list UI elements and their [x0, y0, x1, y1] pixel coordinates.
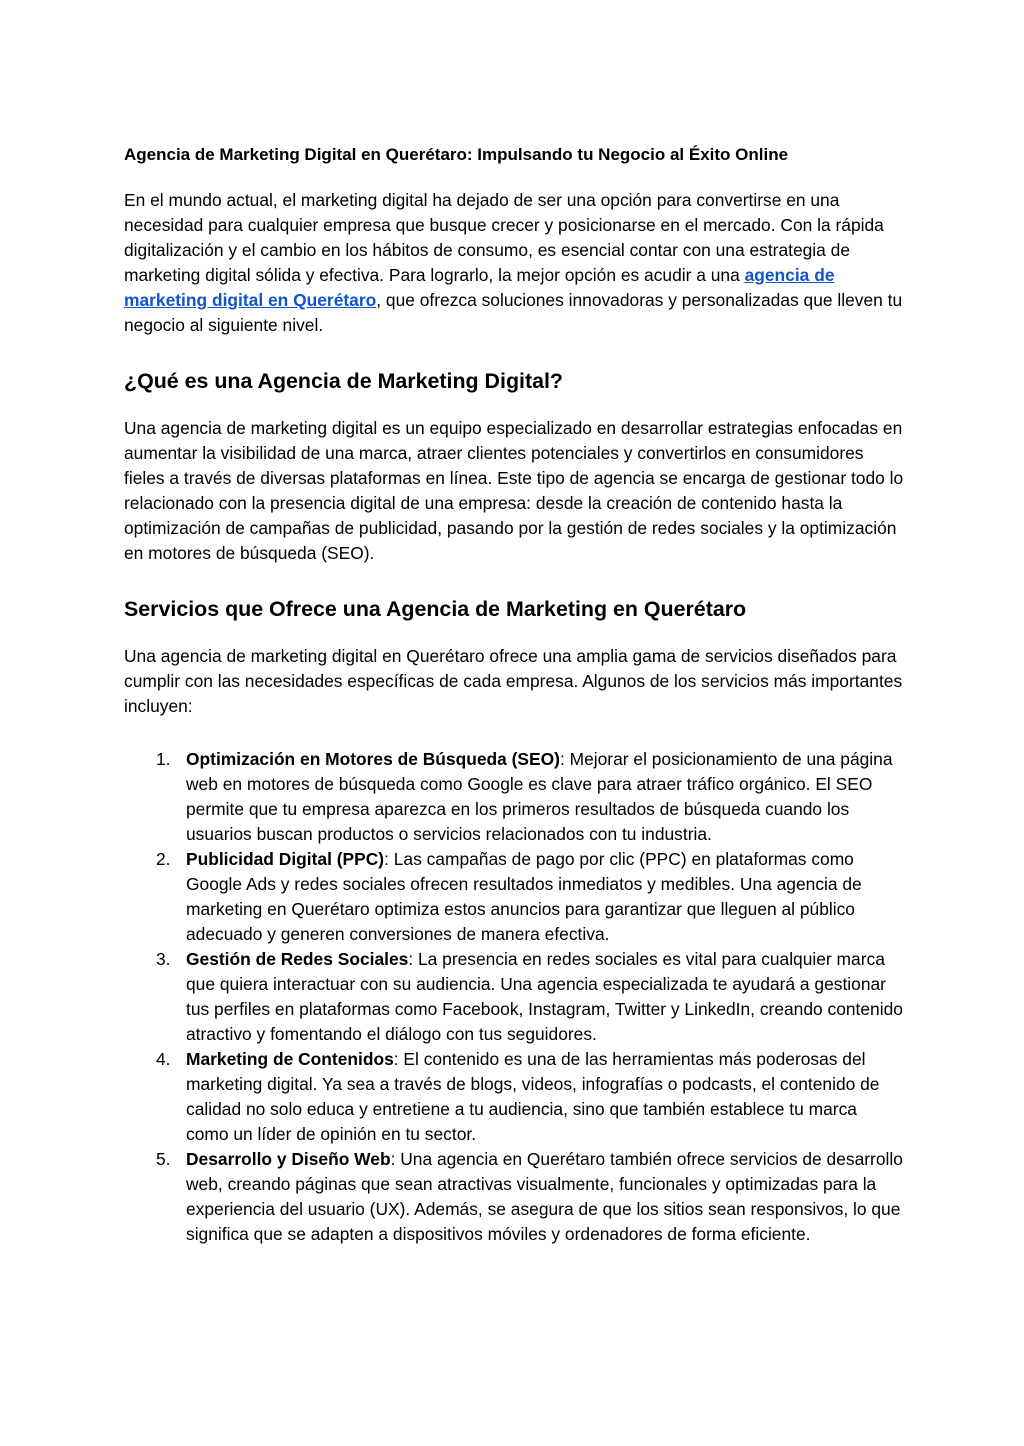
list-item: [124, 1047, 904, 1147]
section-heading-services: Servicios que Ofrece una Agencia de Marketing en Querétaro: [124, 597, 747, 621]
what-is-paragraph: Una agencia de marketing digital es un equipo especializado en desarrollar estrategias enfocadas en aumentar la visibilidad de una marca, atraer clientes potenciales y convertirlos en consumidores fieles a través de diversas plataformas en línea. Este tipo de agencia se encarga de gestionar todo lo relacionado con la presencia digital de una empresa: desde la creación de contenido hasta la optimización de campañas de publicidad, pasando por la gestión de redes sociales y la optimización en motores de búsqueda (SEO).: [124, 418, 904, 563]
list-item: [124, 947, 904, 1047]
document-page: [124, 140, 904, 1247]
intro-text-after-link: , que ofrezca soluciones innovadoras y personalizadas que lleven tu negocio al siguiente nivel.: [124, 290, 903, 335]
list-item-term: Gestión de Redes Sociales: [186, 949, 409, 969]
list-item-text: : El contenido es una de las herramientas más poderosas del marketing digital. Ya sea a través de blogs, videos, infografías o podcasts, el contenido de calidad no solo educa y entretiene a tu audiencia, sino que también establece tu marca como un líder de opinión en tu sector.: [186, 1049, 880, 1144]
list-item: [124, 1147, 904, 1247]
list-item-text: : Las campañas de pago por clic (PPC) en plataformas como Google Ads y redes sociales ofrecen resultados inmediatos y medibles. Una agencia de marketing en Querétaro optimiza estos anuncios para garantizar que lleguen al público adecuado y generen conversiones de manera efectiva.: [186, 849, 862, 944]
list-item-term: Publicidad Digital (PPC): [186, 849, 385, 869]
agency-link[interactable]: agencia de marketing digital en Querétaro: [124, 265, 835, 310]
list-item-text: : Mejorar el posicionamiento de una página web en motores de búsqueda como Google es clave para atraer tráfico orgánico. El SEO permite que tu empresa aparezca en los primeros resultados de búsqueda cuando los usuarios buscan productos o servicios relacionados con tu industria.: [186, 749, 893, 844]
list-item-term: Marketing de Contenidos: [186, 1049, 394, 1069]
intro-text-before-link: En el mundo actual, el marketing digital ha dejado de ser una opción para convertirse en una necesidad para cualquier empresa que busque crecer y posicionarse en el mercado. Con la rápida digitalización y el cambio en los hábitos de consumo, es esencial contar con una estrategia de marketing digital sólida y efectiva. Para lograrlo, la mejor opción es acudir a una: [124, 190, 884, 285]
list-item-number: 3.: [156, 949, 171, 969]
list-item: [124, 847, 904, 947]
services-list: [124, 747, 904, 1247]
list-item-term: Optimización en Motores de Búsqueda (SEO): [186, 749, 560, 769]
services-intro-paragraph: Una agencia de marketing digital en Querétaro ofrece una amplia gama de servicios diseñados para cumplir con las necesidades específicas de cada empresa. Algunos de los servicios más importantes incluyen:: [124, 646, 903, 716]
document-title: Agencia de Marketing Digital en Querétaro: Impulsando tu Negocio al Éxito Online: [124, 145, 789, 164]
list-item-number: 2.: [156, 849, 171, 869]
list-item-term: Desarrollo y Diseño Web: [186, 1149, 391, 1169]
list-item-text: : La presencia en redes sociales es vital para cualquier marca que quiera interactuar con su audiencia. Una agencia especializada te ayudará a gestionar tus perfiles en plataformas como Facebook, Instagram, Twitter y LinkedIn, creando contenido atractivo y fomentando el diálogo con tus seguidores.: [186, 949, 903, 1044]
list-item-number: 4.: [156, 1049, 171, 1069]
section-heading-what-is: ¿Qué es una Agencia de Marketing Digital?: [124, 369, 563, 393]
list-item-number: 1.: [156, 749, 171, 769]
list-item: [124, 747, 904, 847]
intro-paragraph: [124, 188, 904, 338]
list-item-text: : Una agencia en Querétaro también ofrece servicios de desarrollo web, creando páginas que sean atractivas visualmente, funcionales y optimizadas para la experiencia del usuario (UX). Además, se asegura de que los sitios sean responsivos, lo que significa que se adapten a dispositivos móviles y ordenadores de forma eficiente.: [186, 1149, 903, 1244]
list-item-number: 5.: [156, 1149, 171, 1169]
